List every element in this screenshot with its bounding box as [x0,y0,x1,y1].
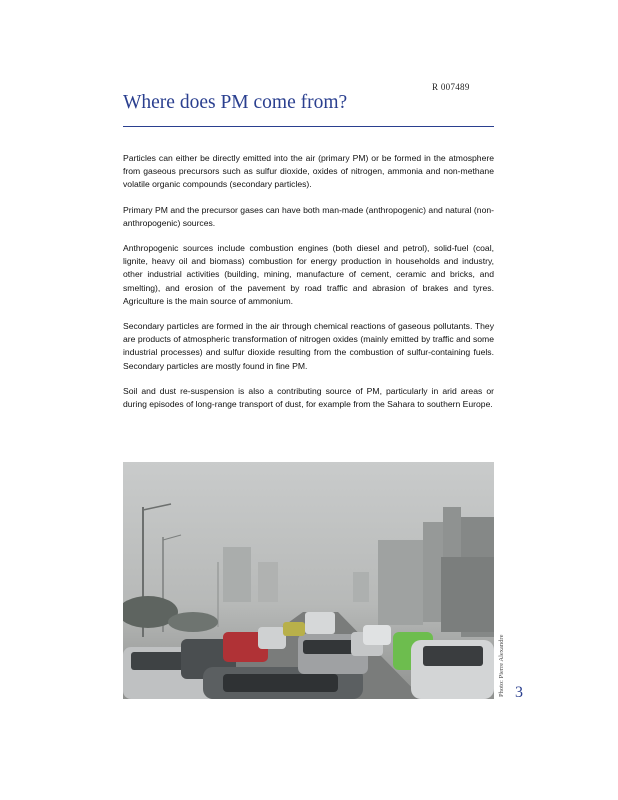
paragraph-primary-secondary: Particles can either be directly emitted into the air (primary PM) or be formed in the atmosphere from gaseous precursors such as sulfur dioxide, oxides of nitrogen, ammonia and non-methane volatile organic compounds (secondary particles). [123,153,494,190]
smog-traffic-photo [123,462,494,699]
page-number: 3 [515,684,523,701]
title-divider [123,126,494,127]
paragraph-dust: Soil and dust re-suspension is also a contributing source of PM, particularly in arid areas or during episodes of long-range transport of dust, for example from the Sahara to southern Europe. [123,385,494,410]
photo-credit: Photo: Pierre Alexandre [498,634,505,697]
paragraph-sources: Primary PM and the precursor gases can have both man-made (anthropogenic) and natural (non-anthropogenic) sources. [123,204,494,228]
document-id: R 007489 [432,82,470,92]
paragraph-anthropogenic: Anthropogenic sources include combustion engines (both diesel and petrol), solid-fuel (coal, lignite, heavy oil and biomass) combustion for energy production in households and industry, other industrial activities (building, mining, manufacture of cement, ceramic and bricks, and smelting), and erosion of the pavement by road traffic and abrasion of brakes and tyres. Agriculture is the main source of ammonium. [123,243,494,306]
body-text [123,152,494,423]
paragraph-secondary-particles: Secondary particles are formed in the air through chemical reactions of gaseous pollutants. They are products of atmospheric transformation of nitrogen oxides (mainly emitted by traffic and some industrial processes) and sulfur dioxide resulting from the combustion of sulfur-containing fuels. Secondary particles are mostly found in fine PM. [123,321,494,371]
page-title: Where does PM come from? [123,92,348,113]
